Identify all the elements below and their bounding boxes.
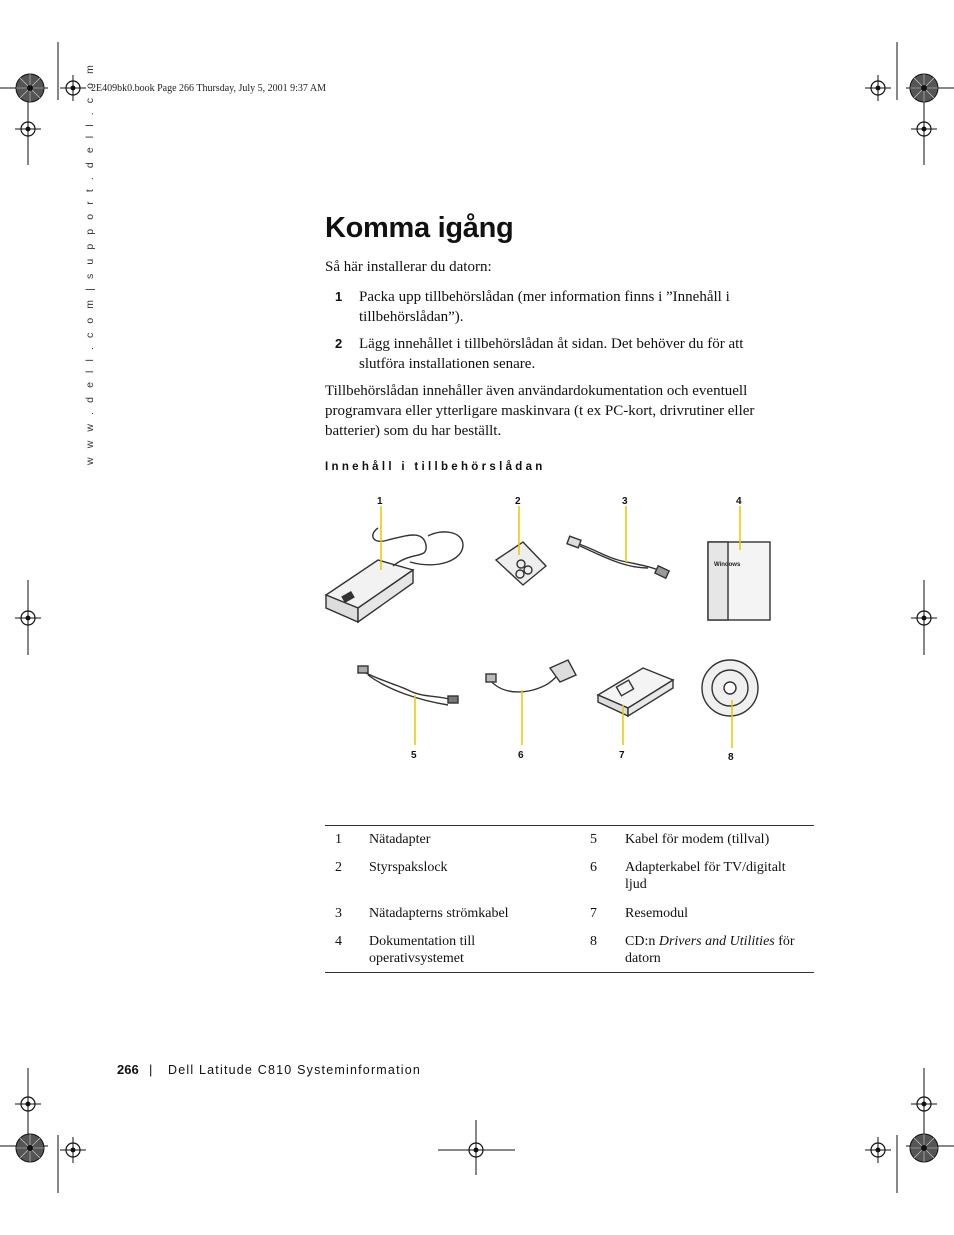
step-text: Lägg innehållet i tillbehörslådan åt sidan. Det behöver du för att slutföra installationen senare.: [359, 336, 744, 372]
part-number: 6: [590, 860, 597, 875]
step-number: 1: [335, 289, 343, 304]
part-name: Nätadapter: [369, 832, 431, 847]
accessory-paragraph: Tillbehörslådan innehåller även användardokumentation och eventuell programvara eller ytterligare maskinvara (t ex PC-kort, drivrutiner eller batterier) som du har beställt.: [325, 383, 755, 439]
callout-1: 1: [377, 496, 383, 507]
part-name: Adapterkabel för TV/digitalt ljud: [625, 860, 786, 892]
side-url: w w w . d e l l . c o m | s u p p o r t . d e l l . c o m: [84, 62, 96, 465]
part-name: Resemodul: [625, 906, 688, 921]
step-1: [335, 287, 795, 327]
callout-2: 2: [515, 496, 521, 507]
callout-7: 7: [619, 750, 625, 761]
part-number: 2: [335, 860, 342, 875]
callout-5: 5: [411, 750, 417, 761]
parts-table: [325, 825, 814, 973]
travel-module-image: [598, 668, 673, 716]
section-heading: Innehåll i tillbehörslådan: [325, 461, 546, 473]
part-name-prefix: CD:n: [625, 934, 659, 949]
part-number: 3: [335, 906, 342, 921]
footer-separator: |: [149, 1062, 153, 1077]
step-text: Packa upp tillbehörslådan (mer information finns i ”Innehåll i tillbehörslådan”).: [359, 289, 730, 325]
page-number: 266: [117, 1062, 139, 1077]
callout-8: 8: [728, 752, 734, 763]
callout-6: 6: [518, 750, 524, 761]
part-name: Dokumentation till operativsystemet: [369, 934, 476, 966]
part-name-suffix: för datorn: [625, 934, 795, 966]
part-name: [625, 933, 810, 967]
callout-4: 4: [736, 496, 742, 507]
doc-logo: Windows: [714, 562, 741, 568]
part-number: 5: [590, 832, 597, 847]
page-title: Komma igång: [325, 212, 514, 244]
callout-3: 3: [622, 496, 628, 507]
part-number: 4: [335, 934, 342, 949]
accessory-box-illustration: [318, 490, 788, 770]
step-number: 2: [335, 336, 343, 351]
tv-audio-cable-image: [486, 660, 576, 692]
part-name: Styrspakslock: [369, 860, 448, 875]
ac-adapter-image: [326, 528, 463, 622]
part-number: 8: [590, 934, 597, 949]
part-name: Kabel för modem (tillval): [625, 832, 770, 847]
intro-text: Så här installerar du datorn:: [325, 259, 492, 275]
modem-cable-image: [358, 666, 458, 705]
step-2: [335, 334, 795, 374]
cd-image: [702, 660, 758, 716]
power-cable-image: [567, 536, 669, 578]
track-stick-caps-image: [496, 542, 546, 585]
part-number: 1: [335, 832, 342, 847]
part-number: 7: [590, 906, 597, 921]
part-name: Nätadapterns strömkabel: [369, 906, 509, 921]
printer-header: 2E409bk0.book Page 266 Thursday, July 5, 2001 9:37 AM: [91, 83, 326, 94]
footer-title: Dell Latitude C810 Systeminformation: [168, 1063, 422, 1077]
documentation-image: [708, 542, 770, 620]
part-name-italic: Drivers and Utilities: [658, 934, 775, 949]
